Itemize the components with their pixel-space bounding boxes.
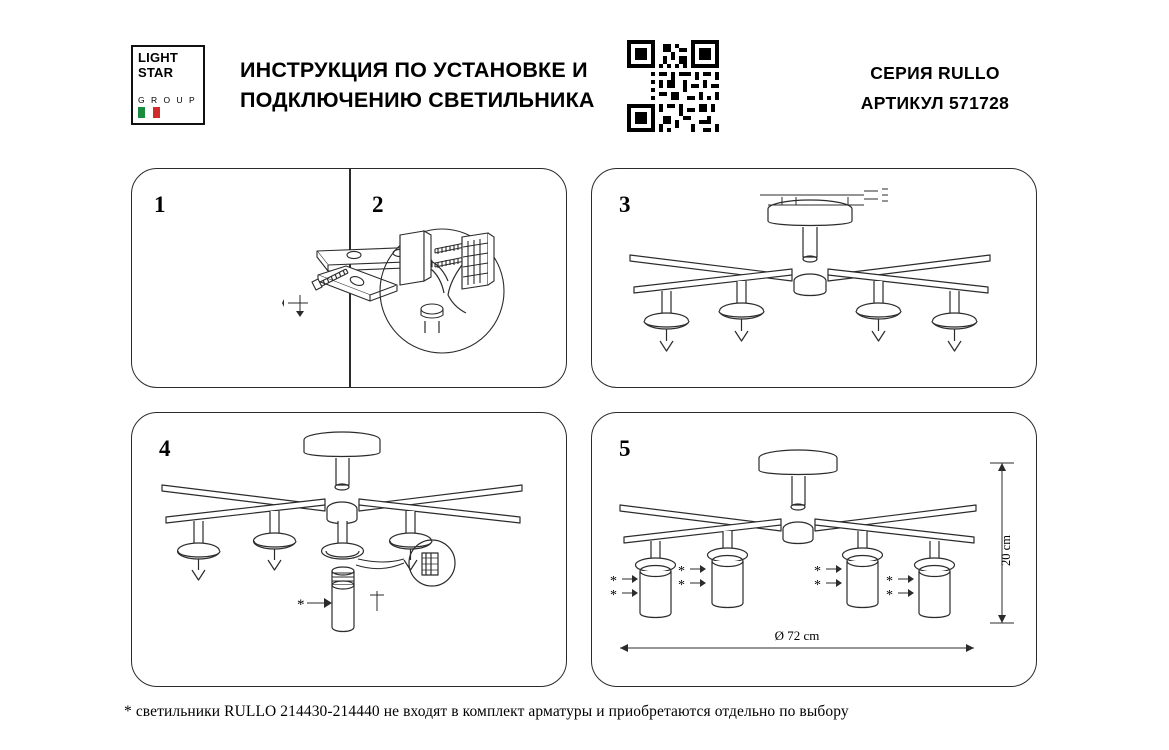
- brand-logo: [131, 45, 205, 125]
- product-identification: [770, 58, 1100, 118]
- step-panel-3: [591, 168, 1037, 388]
- step-number-1: 1: [154, 192, 166, 217]
- step-number-5: 5: [619, 436, 631, 461]
- asterisk-mark-1: *: [610, 574, 617, 589]
- step-number-2: 2: [372, 192, 384, 217]
- step-4-illustration: [132, 413, 568, 688]
- asterisk-mark-2: *: [610, 588, 617, 603]
- step-5-illustration: [592, 413, 1038, 688]
- flag-stripe-green: [138, 107, 145, 118]
- page-title-line-1: ИНСТРУКЦИЯ ПО УСТАНОВКЕ И: [240, 58, 588, 82]
- asterisk-mark-8: *: [886, 588, 893, 603]
- footnote: * светильники RULLO 214430-214440 не входят в комплект арматуры и приобретаются отдельно по выбору: [124, 703, 849, 720]
- logo-line-3: G R O U P: [138, 95, 197, 105]
- italian-flag-icon: [138, 107, 160, 118]
- asterisk-mark-step4: *: [297, 597, 305, 613]
- logo-line-2: STAR: [138, 64, 174, 80]
- asterisk-mark-5: *: [814, 564, 821, 579]
- height-dimension-label: 20 cm: [998, 535, 1013, 566]
- page-title: [240, 55, 620, 115]
- diameter-dimension-label: Ø 72 cm: [769, 628, 826, 643]
- step-panel-4: [131, 412, 567, 687]
- asterisk-mark-7: *: [886, 574, 893, 589]
- step-3-illustration: [592, 169, 1038, 389]
- asterisk-mark-3: *: [678, 564, 685, 579]
- asterisk-mark-4: *: [678, 578, 685, 593]
- logo-wordmark: [133, 51, 203, 80]
- page-header: [0, 0, 1169, 150]
- step-panel-1-2: [131, 168, 567, 388]
- qr-code-icon: [627, 40, 719, 132]
- flag-stripe-white: [145, 107, 152, 118]
- logo-line-1: LIGHT: [138, 50, 178, 65]
- step-number-4: 4: [159, 436, 171, 461]
- step-2-illustration: [132, 169, 568, 389]
- asterisk-mark-6: *: [814, 578, 821, 593]
- flag-stripe-red: [153, 107, 160, 118]
- article-label: АРТИКУЛ 571728: [860, 93, 1010, 113]
- step-panel-5: [591, 412, 1037, 687]
- step-number-3: 3: [619, 192, 631, 217]
- page-title-line-2: ПОДКЛЮЧЕНИЮ СВЕТИЛЬНИКА: [240, 88, 595, 112]
- series-label: СЕРИЯ RULLO: [870, 63, 1000, 83]
